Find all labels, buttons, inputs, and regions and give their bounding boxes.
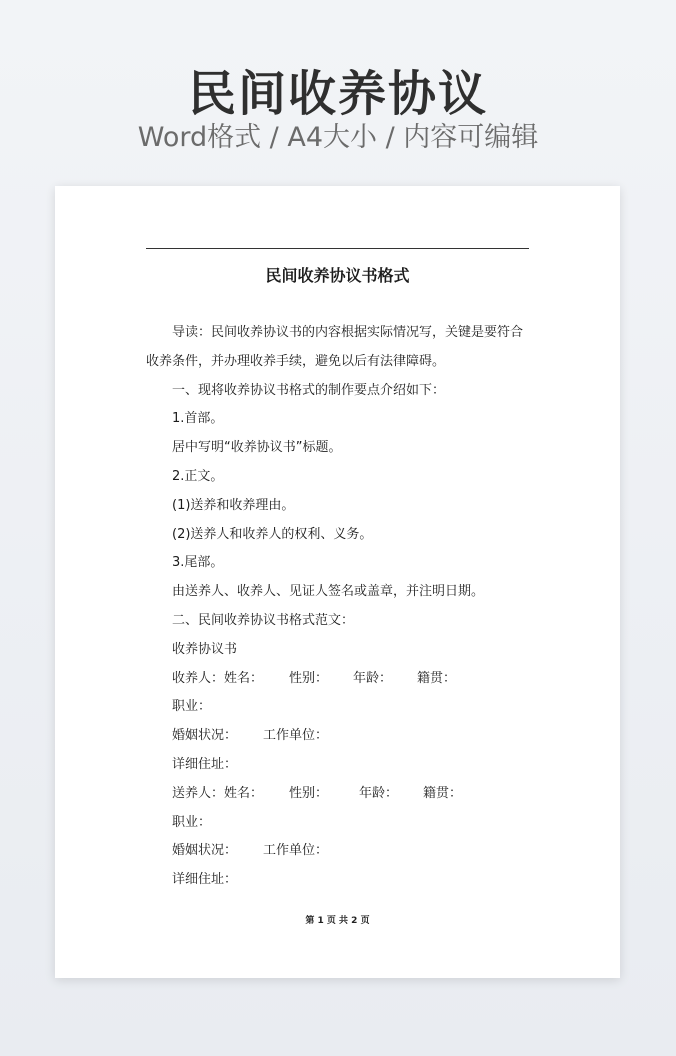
- giver-origin-field: 籍贯：: [423, 785, 463, 801]
- giver-info-row: [146, 780, 529, 809]
- giver-name-field: 姓名：: [224, 785, 264, 801]
- adopter-address-field: 详细住址：: [172, 756, 238, 772]
- adopter-marital-field: 婚姻状况：: [172, 728, 238, 744]
- giver-gender-field: 性别：: [289, 785, 329, 801]
- giver-employer-field: 工作单位：: [263, 843, 329, 859]
- giver-marital-field: 婚姻状况：: [172, 843, 238, 859]
- sample-title: 收养协议书: [172, 641, 238, 657]
- section-heading-1: 一、现将收养协议书格式的制作要点介绍如下：: [172, 382, 446, 398]
- giver-job-field: 职业：: [172, 814, 212, 830]
- adopter-info-row: [146, 665, 529, 694]
- header-rule: [146, 248, 529, 249]
- list-item: 3.尾部。: [172, 555, 224, 571]
- giver-age-field: 年龄：: [359, 785, 399, 801]
- giver-label: 送养人：: [172, 785, 225, 801]
- document-page: [55, 186, 620, 978]
- adopter-age-field: 年龄：: [353, 670, 393, 686]
- banner-title: 民间收养协议: [187, 66, 488, 122]
- adopter-origin-field: 籍贯：: [417, 670, 457, 686]
- document-title: 民间收养协议书格式: [265, 266, 410, 285]
- adopter-job-field: 职业：: [172, 699, 212, 715]
- list-item: (1)送养和收养理由。: [172, 497, 295, 513]
- adopter-marital-row: [146, 722, 529, 751]
- list-item: 居中写明“收养协议书”标题。: [172, 440, 342, 456]
- giver-address-field: 详细住址：: [172, 872, 238, 888]
- intro-paragraph: 导读：民间收养协议书的内容根据实际情况写，关键是要符合收养条件，并办理收养手续，避免以后有法律障碍。: [146, 325, 524, 369]
- adopter-gender-field: 性别：: [289, 670, 329, 686]
- list-item: 1.首部。: [172, 411, 224, 427]
- banner-subtitle: Word格式 / A4大小 / 内容可编辑: [137, 122, 539, 153]
- section-heading-2: 二、民间收养协议书格式范文：: [172, 612, 355, 628]
- list-item: (2)送养人和收养人的权利、义务。: [172, 526, 373, 542]
- document-body: [146, 319, 529, 895]
- adopter-employer-field: 工作单位：: [263, 728, 329, 744]
- adopter-name-field: 姓名：: [224, 670, 264, 686]
- giver-marital-row: [146, 837, 529, 866]
- list-item: 由送养人、收养人、见证人签名或盖章，并注明日期。: [172, 584, 485, 600]
- adopter-label: 收养人：: [172, 670, 225, 686]
- page-number: 第 1 页 共 2 页: [305, 916, 370, 926]
- list-item: 2.正文。: [172, 468, 224, 484]
